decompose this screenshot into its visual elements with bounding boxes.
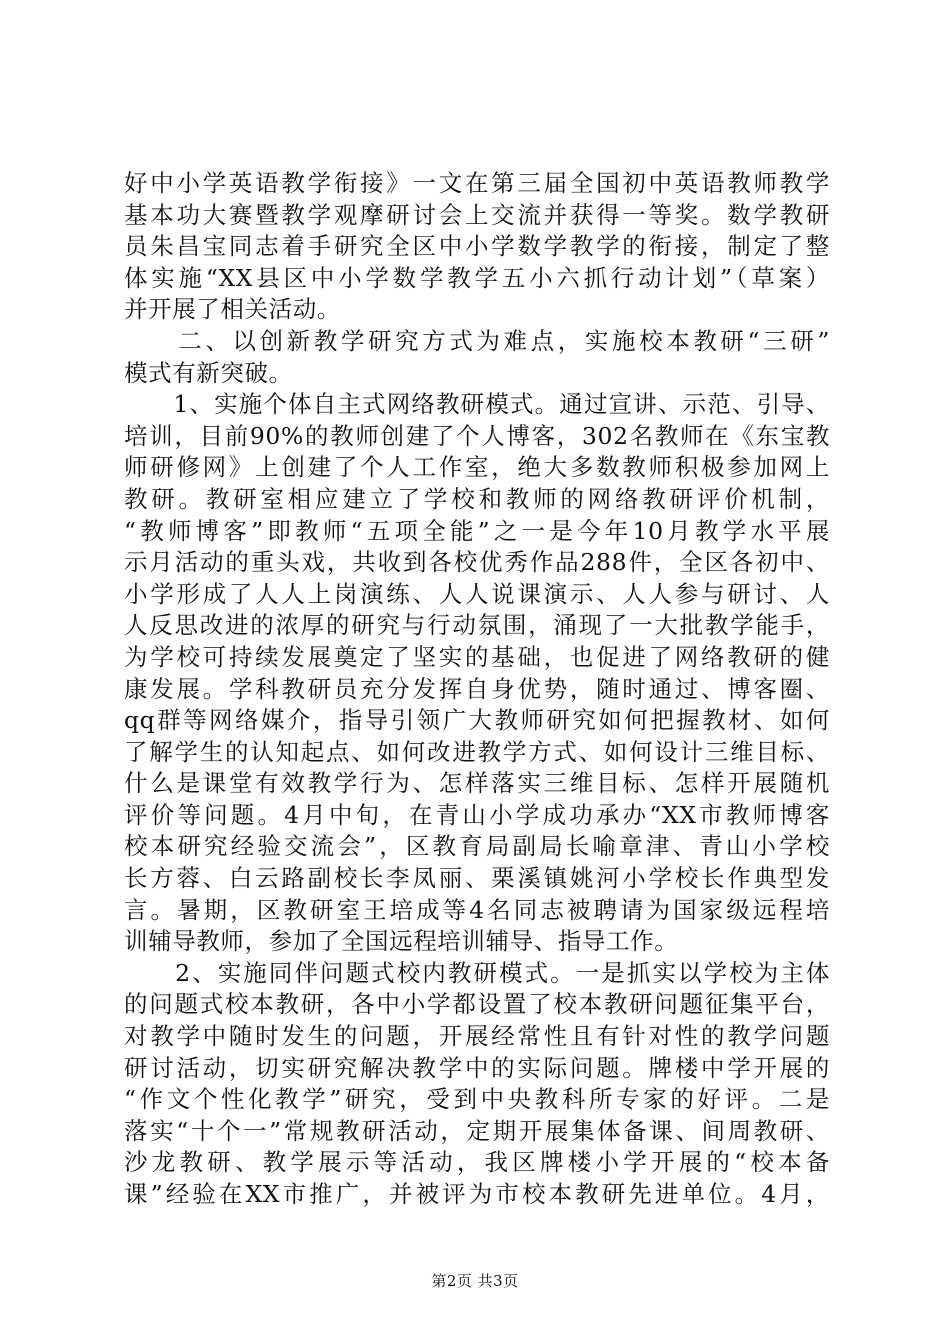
text-line: 评价等问题。4月中旬，在青山小学成功承办“XX市教师博客 [124, 800, 830, 829]
text-line: 沙龙教研、教学展示等活动，我区牌楼小学开展的“校本备 [124, 1148, 830, 1177]
text-line: 师研修网》上创建了个人工作室，绝大多数教师积极参加网上 [124, 453, 830, 482]
text-line: 人反思改进的浓厚的研究与行动氛围，涌现了一大批教学能手， [124, 611, 830, 640]
text-line: 基本功大赛暨教学观摩研讨会上交流并获得一等奖。数学教研 [124, 200, 830, 229]
text-line: 教研。教研室相应建立了学校和教师的网络教研评价机制， [124, 484, 830, 513]
text-line: 为学校可持续发展奠定了坚实的基础，也促进了网络教研的健 [124, 642, 830, 671]
text-line: 什么是课堂有效教学行为、怎样落实三维目标、怎样开展随机 [124, 769, 830, 798]
text-line: 对教学中随时发生的问题，开展经常性且有针对性的教学问题 [124, 1022, 830, 1051]
text-line: 了解学生的认知起点、如何改进教学方式、如何设计三维目标、 [124, 737, 830, 766]
text-line: 课”经验在XX市推广，并被评为市校本教研先进单位。4月， [124, 1180, 830, 1208]
text-line: 落实“十个一”常规教研活动，定期开展集体备课、间周教研、 [124, 1116, 830, 1145]
text-line: 言。暑期，区教研室王培成等4名同志被聘请为国家级远程培 [124, 895, 830, 924]
text-line: “作文个性化教学”研究，受到中央教科所专家的好评。二是 [124, 1085, 830, 1114]
text-line: 好中小学英语教学衔接》一文在第三届全国初中英语教师教学 [124, 169, 830, 197]
text-line: 长方蓉、白云路副校长李凤丽、栗溪镇姚河小学校长作典型发 [124, 864, 830, 893]
text-line: 康发展。学科教研员充分发挥自身优势，随时通过、博客圈、 [124, 674, 830, 703]
text-line: 培训，目前90%的教师创建了个人博客，302名教师在《东宝教 [124, 421, 830, 450]
section-heading-line: 二、以创新教学研究方式为难点，实施校本教研“三研” [124, 326, 830, 355]
section-heading-line: 模式有新突破。 [124, 358, 293, 387]
text-line: “教师博客”即教师“五项全能”之一是今年10月教学水平展 [124, 516, 830, 545]
text-line: 训辅导教师，参加了全国远程培训辅导、指导工作。 [124, 927, 679, 956]
page-footer: 第2页 共3页 [431, 1272, 519, 1290]
text-line: 研讨活动，切实研究解决教学中的实际问题。牌楼中学开展的 [124, 1053, 830, 1082]
text-line: 小学形成了人人上岗演练、人人说课演示、人人参与研讨、人 [124, 579, 830, 608]
text-line: 2、实施同伴问题式校内教研模式。一是抓实以学校为主体 [124, 958, 830, 987]
text-line: 的问题式校本教研，各中小学都设置了校本教研问题征集平台， [124, 990, 830, 1019]
text-line: 并开展了相关活动。 [124, 295, 341, 324]
document-body [124, 168, 830, 1211]
text-line: qq群等网络媒介，指导引领广大教师研究如何把握教材、如何 [124, 706, 830, 735]
text-line: 1、实施个体自主式网络教研模式。通过宣讲、示范、引导、 [124, 390, 830, 419]
text-line: 校本研究经验交流会”，区教育局副局长喻章津、青山小学校 [124, 832, 830, 861]
text-line: 示月活动的重头戏，共收到各校优秀作品288件，全区各初中、 [124, 548, 830, 577]
text-line: 员朱昌宝同志着手研究全区中小学数学教学的衔接，制定了整 [124, 232, 830, 261]
text-line: 体实施“XX县区中小学数学教学五小六抓行动计划”（草案） [124, 263, 830, 292]
